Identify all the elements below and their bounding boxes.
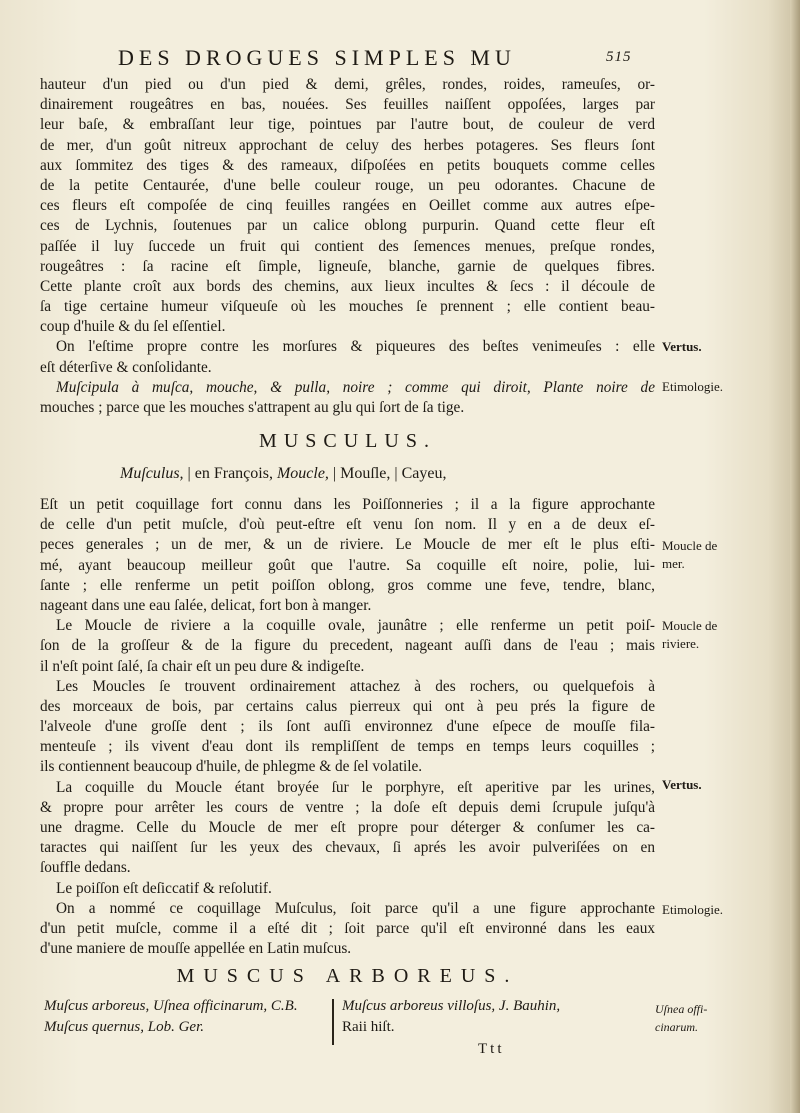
- text-line: de mer, d'un goût nitreux approchant de celuy des herbes potageres. Ses fleurs ſont: [40, 136, 655, 154]
- text-line: nageant dans une eau ſalée, delicat, fort bon à manger.: [40, 596, 372, 614]
- column-divider: [332, 999, 334, 1045]
- synonym-cayeu: | Cayeu,: [394, 465, 447, 482]
- synonym-moucle: Moucle,: [276, 465, 329, 482]
- synonym-french-label: | en François,: [187, 465, 273, 482]
- text-line: coup d'huile & du ſel eſſentiel.: [40, 318, 226, 336]
- margin-note-etymologie: Etimologie.: [662, 379, 724, 394]
- synonym-mousle: | Mouſle,: [332, 465, 391, 482]
- page-edge: [790, 0, 800, 1113]
- text-line: dinairement rougeâtres en bas, nouées. Ses feuilles naiſſent oppoſées, larges par: [40, 96, 655, 114]
- text-line: hauteur d'un pied ou d'un pied & demi, grêles, rondes, roides, rameuſes, or-: [40, 76, 655, 93]
- synonyms-right-column: [342, 996, 560, 1038]
- text-line: taractes qui naiſſent ſur les yeux des chevaux, ſi aprés les avoir pulveriſées on en: [40, 839, 655, 857]
- text-line: La coquille du Moucle étant broyée ſur le porphyre, eſt aperitive par les urines,: [56, 778, 655, 796]
- text-line: ils contiennent beaucoup d'huile, de phlegme & de ſel volatile.: [40, 758, 423, 776]
- running-header: [118, 45, 658, 71]
- text-line: ſa tige certaine humeur viſqueuſe où les mouches ſe prennent ; elle contient beau-: [40, 298, 655, 316]
- margin-note-moucle-de-riviere: Moucle de riviere.: [662, 618, 718, 651]
- text-line: Le Moucle de riviere a la coquille ovale, jaunâtre ; elle renferme un petit poiſ-: [56, 617, 655, 635]
- text-line: aux ſommitez des tiges & des rameaux, diſpoſées en petits bouquets comme celles: [40, 156, 655, 174]
- section-title-muscus-arboreus: MUSCUS ARBOREUS.: [176, 965, 519, 987]
- synonym-line: Muſcus quernus, Lob. Ger.: [44, 1019, 204, 1035]
- text-line: d'un petit muſcle, comme il a eſté dit ; ſoit parce qu'il eſt environné dans les eaux: [40, 919, 655, 937]
- text-line: menteuſe ; ils vivent d'eau dont ils rempliſſent de temps en temps leurs coquilles ;: [40, 738, 655, 756]
- synonym-line: Muſcus arboreus villoſus, J. Bauhin,: [342, 998, 561, 1014]
- virtues-line: On l'eſtime propre contre les morſures & piqueures des beſtes venimeuſes : elle: [56, 338, 655, 356]
- text-line: ſante ; elle renferme un petit poiſſon oblong, gros comme une feve, tendre, blanc,: [40, 576, 655, 594]
- text-line: & propre pour arrêter les cours de ventre ; la doſe eſt depuis demi ſcrupule juſqu'à: [40, 798, 655, 816]
- virtues-line: eſt déterſive & conſolidante.: [40, 358, 212, 376]
- text-line: paſſée il luy ſuccede un fruit qui contient des ſemences menues, preſque rondes,: [40, 237, 655, 255]
- margin-note-moucle-de-mer: Moucle de mer.: [662, 538, 718, 571]
- running-title: DES DROGUES SIMPLES MU: [118, 45, 516, 70]
- margin-note-etymologie: Etimologie.: [662, 902, 724, 917]
- section-title-musculus: MUSCULUS.: [259, 430, 436, 452]
- text-line: de la petite Centaurée, d'une belle couleur rouge, un peu odorantes. Chacune de: [40, 176, 655, 194]
- text-line: Les Moucles ſe trouvent ordinairement attachez à des rochers, ou quelquefois à: [56, 677, 655, 695]
- musculus-description: [40, 495, 655, 959]
- synonyms-left-column: [44, 996, 298, 1038]
- synonym-line: Muſcus arboreus, Uſnea officinarum, C.B.: [44, 998, 298, 1014]
- musculus-synonyms: [120, 465, 570, 483]
- text-line: Le poiſſon eſt deſiccatif & reſolutif.: [56, 879, 272, 897]
- margin-note-usnea: Uſnea offi- cinarum.: [655, 1002, 708, 1034]
- text-line: une dragme. Celle du Moucle de mer eſt propre pour déterger & conſumer les ca-: [40, 819, 655, 836]
- page-number: 515: [606, 49, 632, 65]
- text-line: ſouffle dedans.: [40, 859, 131, 877]
- synonym-line: Raii hiſt.: [342, 1019, 395, 1035]
- text-line: On a nommé ce coquillage Muſculus, ſoit parce qu'il a une figure approchante: [56, 899, 655, 917]
- text-line: mé, ayant beaucoup meilleur goût que l'autre. Sa coquille eſt noire, polie, lui-: [40, 556, 655, 574]
- text-line: ces de Lychnis, ſoutenues par un calice oblong purpurin. Quand cette fleur eſt: [40, 217, 655, 235]
- etymology-line: Muſcipula à muſca, mouche, & pulla, noire ; comme qui diroit, Plante noire de: [56, 378, 655, 396]
- etymology-line: mouches ; parce que les mouches s'attrapent au glu qui ſort de ſa tige.: [40, 399, 465, 416]
- text-line: Cette plante croît aux bords des chemins, aux lieux incultes & ſecs : il découle de: [40, 277, 655, 295]
- text-line: leur baſe, & embraſſant leur tige, pointues par l'autre bout, de couleur de verd: [40, 116, 655, 134]
- text-line: ces fleurs eſt compoſée de cinq feuilles rangées en Oeillet comme aux autres eſpe-: [40, 197, 655, 215]
- text-line: ſon de la groſſeur & de la figure du precedent, nageant auſſi dans de l'eau ; mais: [40, 637, 655, 655]
- text-line: Eſt un petit coquillage fort connu dans les Poiſſonneries ; il a la figure approchante: [40, 496, 655, 513]
- text-line: peces generales ; un de mer, & un de riviere. Le Moucle de mer eſt le plus eſti-: [40, 536, 655, 554]
- text-line: d'une maniere de mouſſe appellée en Latin muſcus.: [40, 940, 352, 958]
- text-line: rougeâtres : ſa racine eſt ſimple, ligneuſe, blanche, garnie de quelques fibres.: [40, 257, 655, 275]
- text-line: l'alveole d'une groſſe dent ; ils ſont auſſi environnez d'une eſpece de mouſſe fila-: [40, 718, 655, 736]
- text-line: des morceaux de bois, par certains calus pierreux qui ont à peu prés la figure de: [40, 697, 655, 715]
- lychnis-description: [40, 75, 655, 418]
- signature-mark: Ttt: [478, 1041, 505, 1057]
- synonym-latin: Muſculus,: [120, 465, 184, 482]
- text-line: il n'eſt point ſalé, ſa chair eſt un peu dure & indigeſte.: [40, 657, 365, 675]
- margin-note-vertus: Vertus.: [662, 339, 702, 354]
- text-line: de celle d'un petit muſcle, d'où peut-eſtre eſt venu ſon nom. Il y en a de deux eſ-: [40, 516, 655, 534]
- margin-note-vertus: Vertus.: [662, 777, 702, 792]
